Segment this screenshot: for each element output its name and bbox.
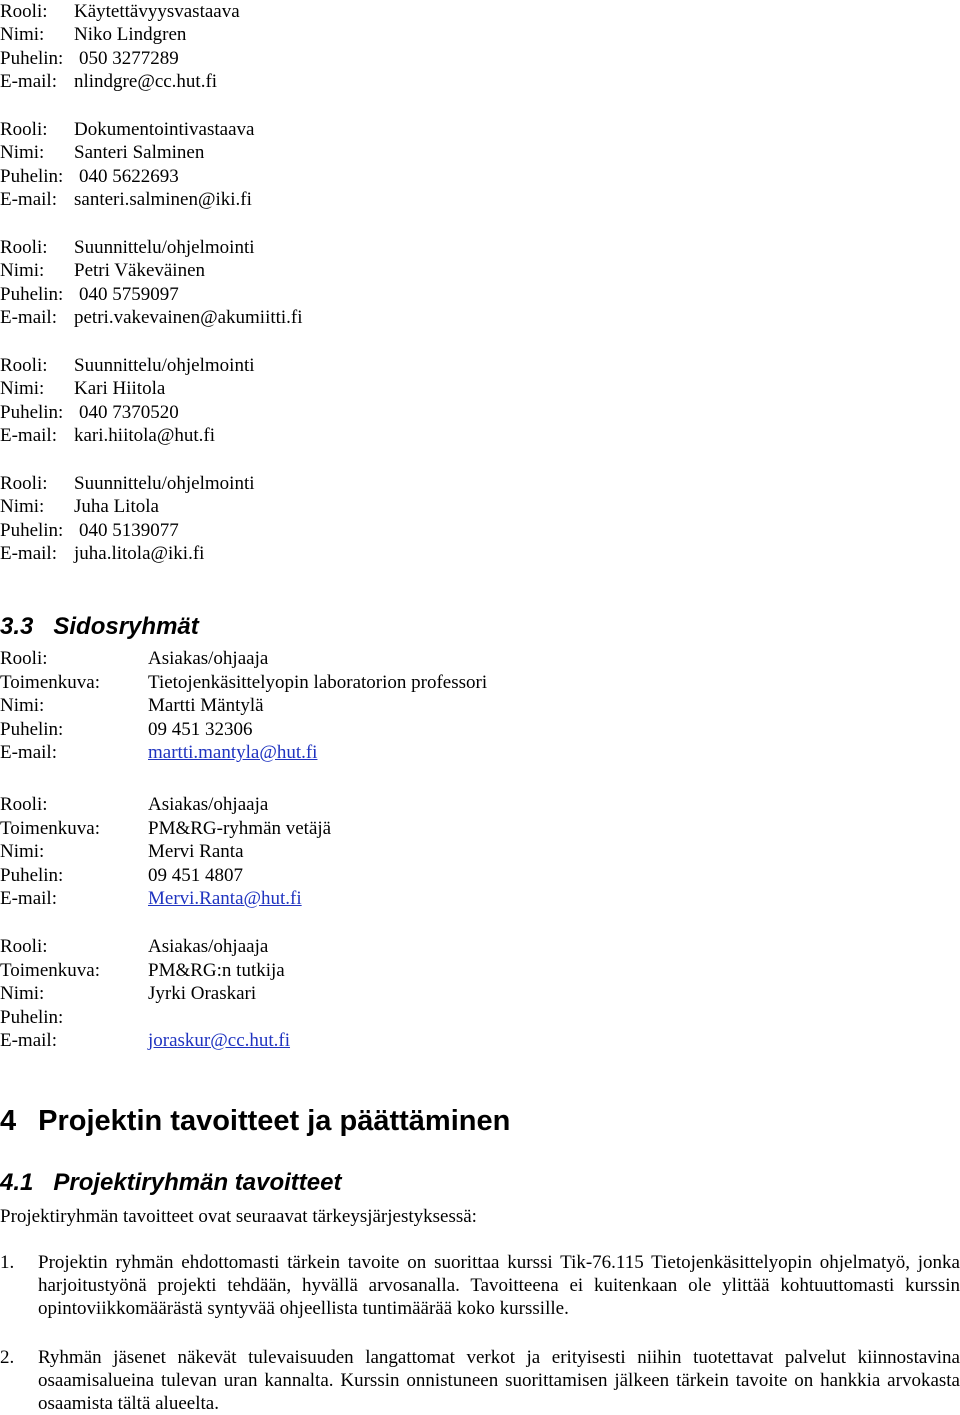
phone-value: 040 5622693 (79, 166, 179, 187)
role-value: Dokumentointivastaava (74, 119, 255, 140)
role-label: Rooli: (0, 648, 48, 669)
phone-label: Puhelin: (0, 284, 64, 305)
name-value: Martti Mäntylä (148, 695, 264, 716)
email-value: juha.litola@iki.fi (74, 543, 205, 564)
email-value: santeri.salminen@iki.fi (74, 189, 252, 210)
list-item-number: 1. (0, 1252, 15, 1273)
name-value: Niko Lindgren (74, 24, 187, 45)
phone-value: 040 5139077 (79, 520, 179, 541)
email-link[interactable]: joraskur@cc.hut.fi (148, 1030, 291, 1051)
list-item-number: 2. (0, 1347, 15, 1368)
email-value: petri.vakevainen@akumiitti.fi (74, 307, 303, 328)
email-label: E-mail: (0, 425, 57, 446)
email-link[interactable]: Mervi.Ranta@hut.fi (148, 888, 302, 909)
role-label: Rooli: (0, 936, 48, 957)
name-label: Nimi: (0, 260, 45, 281)
phone-value: 040 7370520 (79, 402, 179, 423)
title-value: Tietojenkäsittelyopin laboratorion professori (148, 672, 488, 693)
name-value: Mervi Ranta (148, 841, 244, 862)
name-label: Nimi: (0, 378, 45, 399)
name-label: Nimi: (0, 983, 45, 1004)
email-label: E-mail: (0, 742, 57, 763)
name-value: Juha Litola (74, 496, 159, 517)
list-item-text: Projektin ryhmän ehdottomasti tärkein tavoite on suorittaa kurssi Tik-76.115 Tietojenkäsittelyopin ohjelmatyö, jonka harjoitustyönä projekti tehdään, hyvällä arvosanalla. Tavoitteena ei kuitenkaan ole ylittää kohtuuttomasti kurssin opintoviikkomäärästä syntyvää ohjeellista tuntimäärää koko kurssille. (38, 1252, 960, 1319)
name-label: Nimi: (0, 695, 45, 716)
phone-value: 09 451 32306 (148, 719, 253, 740)
role-label: Rooli: (0, 119, 48, 140)
role-value: Suunnittelu/ohjelmointi (74, 237, 255, 258)
phone-label: Puhelin: (0, 48, 64, 69)
section-intro: Projektiryhmän tavoitteet ovat seuraavat tärkeysjärjestyksessä: (0, 1206, 477, 1227)
email-link[interactable]: martti.mantyla@hut.fi (148, 742, 318, 763)
email-label: E-mail: (0, 71, 57, 92)
role-value: Suunnittelu/ohjelmointi (74, 355, 255, 376)
email-value: kari.hiitola@hut.fi (74, 425, 215, 446)
name-value: Kari Hiitola (74, 378, 166, 399)
role-value: Asiakas/ohjaaja (148, 794, 269, 815)
list-item-text: Ryhmän jäsenet näkevät tulevaisuuden langattomat verkot ja erityisesti niihin tuotettavat palvelut kiinnostavina osaamisalueina tulevan uran kannalta. Kurssin onnistuneen suorittamisen jälkeen tärkein tavoite on hankkia arvokasta osaamista tältä alueelta. (38, 1347, 960, 1414)
section-heading-4-1 (0, 1169, 341, 1197)
name-label: Nimi: (0, 24, 45, 45)
section-heading-4 (0, 1104, 510, 1138)
phone-label: Puhelin: (0, 520, 64, 541)
email-label: E-mail: (0, 543, 57, 564)
role-label: Rooli: (0, 1, 48, 22)
name-label: Nimi: (0, 496, 45, 517)
section-heading-3-3 (0, 613, 199, 641)
email-label: E-mail: (0, 1030, 57, 1051)
section-number: 4 (0, 1105, 17, 1137)
phone-label: Puhelin: (0, 1007, 64, 1028)
phone-value: 050 3277289 (79, 48, 179, 69)
phone-label: Puhelin: (0, 719, 64, 740)
title-label: Toimenkuva: (0, 672, 100, 693)
role-value: Suunnittelu/ohjelmointi (74, 473, 255, 494)
phone-label: Puhelin: (0, 402, 64, 423)
section-title: Projektin tavoitteet ja päättäminen (38, 1105, 511, 1137)
phone-value: 09 451 4807 (148, 865, 243, 886)
section-number: 4.1 (0, 1169, 34, 1196)
name-value: Santeri Salminen (74, 142, 205, 163)
name-label: Nimi: (0, 841, 45, 862)
name-label: Nimi: (0, 142, 45, 163)
phone-value: 040 5759097 (79, 284, 179, 305)
role-label: Rooli: (0, 794, 48, 815)
title-value: PM&RG:n tutkija (148, 960, 285, 981)
email-label: E-mail: (0, 189, 57, 210)
title-value: PM&RG-ryhmän vetäjä (148, 818, 332, 839)
phone-label: Puhelin: (0, 865, 64, 886)
title-label: Toimenkuva: (0, 818, 100, 839)
phone-label: Puhelin: (0, 166, 64, 187)
role-value: Asiakas/ohjaaja (148, 648, 269, 669)
role-label: Rooli: (0, 355, 48, 376)
title-label: Toimenkuva: (0, 960, 100, 981)
email-value: nlindgre@cc.hut.fi (74, 71, 218, 92)
section-title: Sidosryhmät (53, 613, 199, 640)
email-label: E-mail: (0, 307, 57, 328)
section-number: 3.3 (0, 613, 34, 640)
email-label: E-mail: (0, 888, 57, 909)
role-label: Rooli: (0, 473, 48, 494)
role-value: Asiakas/ohjaaja (148, 936, 269, 957)
role-label: Rooli: (0, 237, 48, 258)
section-title: Projektiryhmän tavoitteet (53, 1169, 342, 1196)
name-value: Petri Väkeväinen (74, 260, 206, 281)
role-value: Käytettävyysvastaava (74, 1, 240, 22)
name-value: Jyrki Oraskari (148, 983, 257, 1004)
